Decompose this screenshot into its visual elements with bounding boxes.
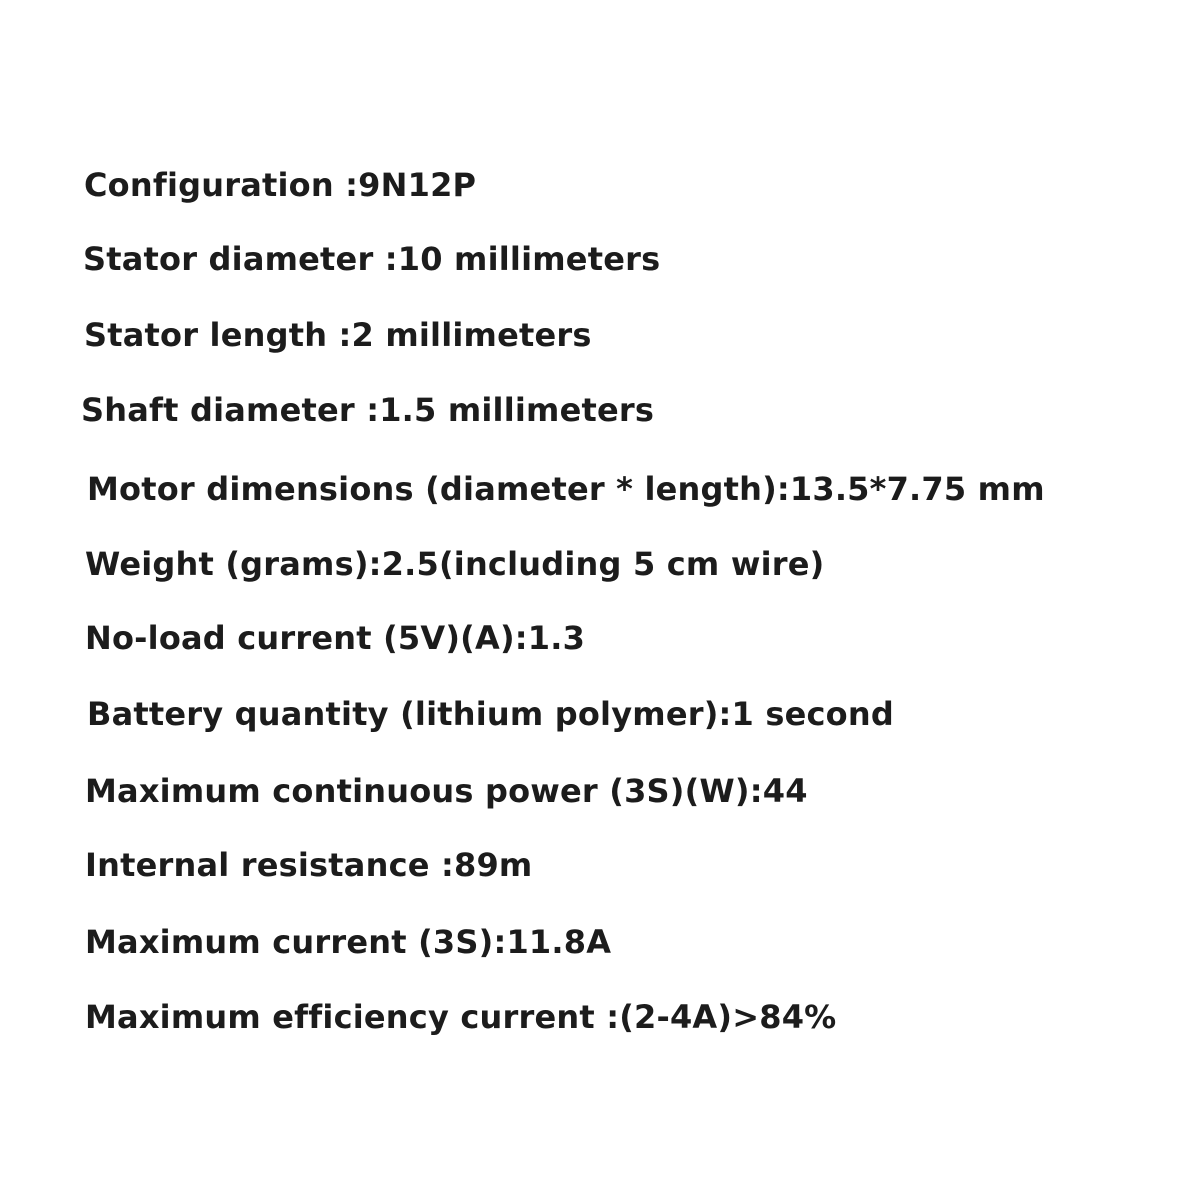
spec-max-continuous-power: Maximum continuous power (3S)(W):44 bbox=[85, 772, 808, 810]
spec-max-current: Maximum current (3S):11.8A bbox=[85, 923, 612, 961]
spec-max-efficiency-current: Maximum efficiency current :(2-4A)>84% bbox=[85, 998, 837, 1036]
spec-motor-dimensions: Motor dimensions (diameter * length):13.5*7.75 mm bbox=[87, 470, 1045, 508]
spec-weight: Weight (grams):2.5(including 5 cm wire) bbox=[85, 545, 825, 583]
spec-shaft-diameter: Shaft diameter :1.5 millimeters bbox=[81, 391, 655, 429]
spec-stator-diameter: Stator diameter :10 millimeters bbox=[83, 240, 661, 278]
spec-battery-quantity: Battery quantity (lithium polymer):1 second bbox=[87, 695, 894, 733]
spec-internal-resistance: Internal resistance :89m bbox=[85, 846, 533, 884]
spec-no-load-current: No-load current (5V)(A):1.3 bbox=[85, 619, 586, 657]
spec-configuration: Configuration :9N12P bbox=[84, 166, 477, 204]
spec-stator-length: Stator length :2 millimeters bbox=[84, 316, 592, 354]
